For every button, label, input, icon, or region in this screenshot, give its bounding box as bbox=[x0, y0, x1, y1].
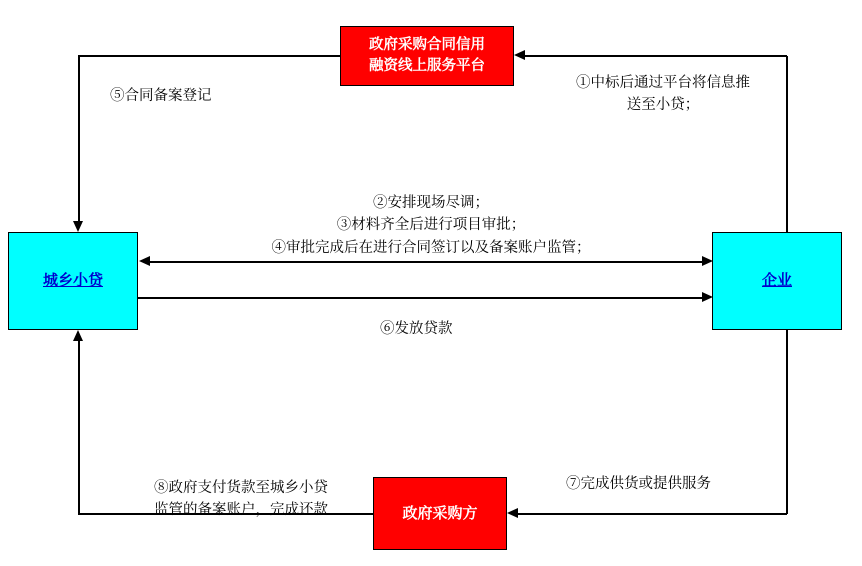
node-bank bbox=[8, 232, 138, 330]
edge-label-step1: ①中标后通过平台将信息推送至小贷； bbox=[576, 75, 750, 114]
edge-label-step8-line1: ⑧政府支付货款至城乡小贷 bbox=[154, 480, 328, 496]
node-government bbox=[373, 477, 507, 550]
node-platform-label-line1: 政府采购合同信用 bbox=[369, 36, 485, 53]
edge-bank-enterprise-loan-arrowhead bbox=[702, 292, 713, 302]
edge-label-step4: ④审批完成后在进行合同签订以及备案账户监管； bbox=[271, 239, 591, 256]
edge-platform-bank-vertical bbox=[78, 55, 80, 221]
edge-enterprise-government-vertical bbox=[786, 330, 788, 514]
edge-label-step7: ⑦完成供货或提供服务 bbox=[566, 476, 711, 492]
edge-label-steps234 bbox=[232, 192, 630, 259]
edge-bank-enterprise-loan bbox=[138, 297, 702, 299]
edge-label-step8-line2: 监管的备案账户，完成还款 bbox=[154, 502, 328, 519]
node-bank-label: 城乡小贷 bbox=[42, 272, 103, 290]
edge-enterprise-platform-vertical bbox=[786, 56, 788, 232]
edge-bank-enterprise-arrowhead-right bbox=[702, 256, 713, 266]
node-platform-label-line2: 融资线上服务平台 bbox=[369, 58, 485, 74]
edge-label-step5: ⑤合同备案登记 bbox=[110, 88, 212, 104]
node-enterprise-label: 企业 bbox=[761, 272, 792, 290]
edge-enterprise-government-horizontal bbox=[518, 513, 787, 515]
edge-government-bank-vertical bbox=[78, 341, 80, 514]
edge-label-step8 bbox=[132, 477, 350, 522]
edge-platform-bank-horizontal bbox=[78, 55, 340, 57]
edge-platform-bank-arrowhead bbox=[73, 221, 83, 232]
edge-label-step3: ③材料齐全后进行项目审批； bbox=[336, 217, 526, 234]
edge-label-step6: ⑥发放贷款 bbox=[380, 321, 453, 337]
edge-label-step2: ②安排现场尽调； bbox=[373, 195, 489, 211]
edge-government-bank-arrowhead bbox=[73, 330, 83, 341]
edge-bank-enterprise-bidirectional bbox=[150, 261, 702, 263]
edge-enterprise-government-arrowhead bbox=[507, 508, 518, 518]
edge-enterprise-platform-arrowhead bbox=[514, 50, 525, 60]
edge-bank-enterprise-arrowhead-left bbox=[139, 256, 150, 266]
node-platform bbox=[340, 26, 514, 86]
node-government-label: 政府采购方 bbox=[402, 504, 478, 522]
edge-enterprise-platform-horizontal bbox=[525, 55, 787, 57]
node-enterprise bbox=[712, 232, 842, 330]
